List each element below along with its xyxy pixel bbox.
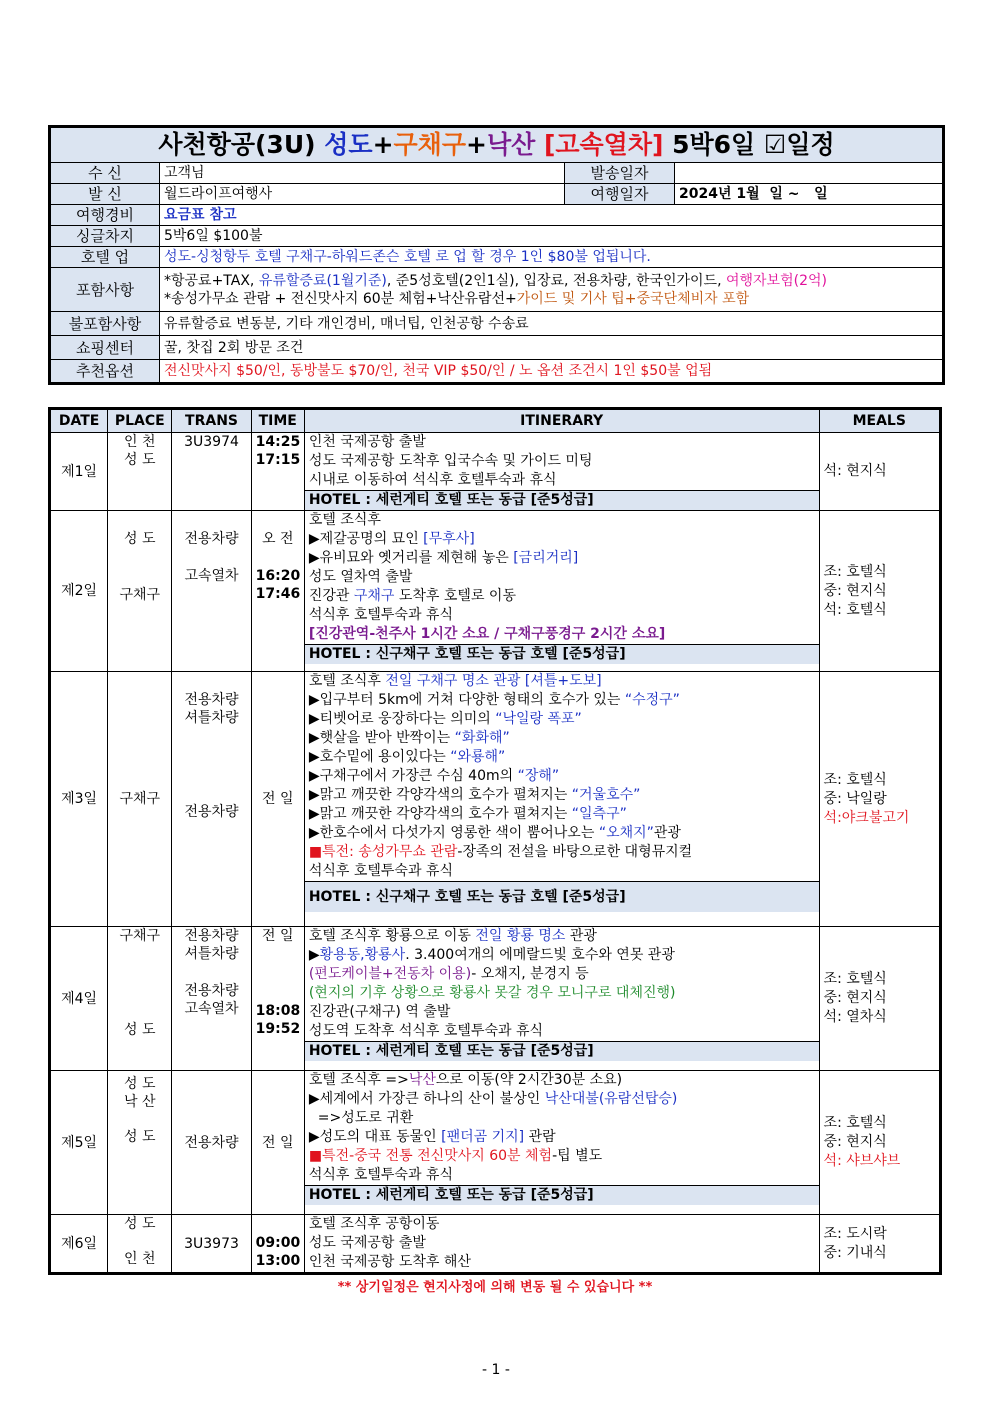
place-cell: 성 도 낙 산 성 도 bbox=[108, 1071, 172, 1215]
page-number: - 1 - bbox=[482, 1362, 510, 1378]
itinerary-cell: 인천 국제공항 출발 성도 국제공항 도착후 입국수속 및 가이드 미팅 시내로 이동하여 석식후 호텔투숙과 휴식 HOTEL : 세런게티 호텔 또는 동급 [준5성급] bbox=[304, 433, 819, 511]
title-city-jiuzhaigou: 구채구 bbox=[393, 130, 466, 159]
trans-cell: 전용차량 고속열차 bbox=[172, 511, 251, 672]
time-cell: 14:25 17:15 bbox=[251, 433, 304, 511]
header-itinerary: ITINERARY bbox=[304, 409, 819, 433]
time-cell: 09:00 13:00 bbox=[251, 1215, 304, 1274]
meals-cell: 석: 현지식 bbox=[819, 433, 940, 511]
included-label: 포함사항 bbox=[50, 268, 160, 312]
meals-cell: 조: 호텔식 중: 현지식 석: 열차식 bbox=[819, 927, 940, 1071]
single-charge-label: 싱글차지 bbox=[50, 226, 160, 247]
title-plus: + bbox=[465, 130, 487, 159]
time-cell: 전 일 bbox=[251, 1071, 304, 1215]
header-date: DATE bbox=[50, 409, 108, 433]
day-label: 제2일 bbox=[50, 511, 108, 672]
place-cell: 구채구 성 도 bbox=[108, 927, 172, 1071]
day-row-5 bbox=[50, 1071, 941, 1215]
place-cell: 성 도 구채구 bbox=[108, 511, 172, 672]
sender-value: 월드라이프여행사 bbox=[160, 184, 565, 205]
included-line-2: *송성가무쇼 관람 + 전신맛사지 60분 체험+낙산유람선+가이드 및 기사 팁+중국단체비자 포함 bbox=[164, 290, 750, 307]
single-charge-value: 5박6일 $100불 bbox=[160, 226, 944, 247]
included-line-1: *항공료+TAX, 유류할증료(1월기준), 준5성호텔(2인1실), 입장료, 전용차량, 한국인가이드, 여행자보험(2억) bbox=[164, 272, 827, 289]
excluded-label: 불포함사항 bbox=[50, 312, 160, 336]
info-table bbox=[48, 125, 945, 385]
title-airline: 사천항공(3U) bbox=[158, 130, 325, 159]
hotel-line: HOTEL : 세런게티 호텔 또는 동급 [준5성급] bbox=[305, 490, 819, 510]
schedule-change-note: ** 상기일정은 현지사정에 의해 변동 될 수 있습니다 ** bbox=[337, 1280, 653, 1295]
hotel-line: HOTEL : 신구채구 호텔 또는 동급 호텔 [준5성급] bbox=[305, 644, 819, 664]
send-date-value bbox=[675, 163, 944, 184]
time-cell: 전 일 bbox=[251, 672, 304, 927]
shopping-label: 쇼핑센터 bbox=[50, 336, 160, 360]
title-duration: 5박6일 ☑일정 bbox=[663, 130, 835, 159]
itinerary-cell: 호텔 조식후 전일 구채구 명소 관광 [셔틀+도보] ▶입구부터 5km에 거쳐 다양한 형태의 호수가 있는 “수정구” ▶티벳어로 웅장하다는 의미의 “낙일랑 폭포” ▶햇살을 받아 반짝이는 “화화해” ▶호수밑에 용이있다는 “와룡해” ▶구채구에서 가장큰 수심 40m의 “장해” ▶맑고 깨끗한 각양각색의 호수가 펼쳐지는 “거울호수” ▶맑고 깨끗한 각양각색의 호수가 펼쳐지는 “일측구” ▶한호수에서 다섯가지 영롱한 색이 뿜어나오는 “오채지”관광 ■특전: 송성가무쇼 관람-장족의 전설을 바탕으로한 대형뮤지컬 석식후 호텔투숙과 휴식 HOTEL : 신구채구 호텔 또는 동급 호텔 [준5성급] bbox=[304, 672, 819, 927]
itinerary-cell: 호텔 조식후 공항이동 성도 국제공항 출발 인천 국제공항 도착후 해산 bbox=[304, 1215, 819, 1274]
travel-date-value: 2024년 1월 일 ~ 일 bbox=[675, 184, 944, 205]
place-cell: 성 도 인 천 bbox=[108, 1215, 172, 1274]
excluded-value: 유류할증료 변동분, 기타 개인경비, 매너팁, 인천공항 수송료 bbox=[160, 312, 944, 336]
title-city-chengdu: 성도 bbox=[324, 130, 373, 159]
itinerary-cell: 호텔 조식후 ▶제갈공명의 묘인 [무후사] ▶유비묘와 옛거리를 제현해 놓은 [금리거리] 성도 열차역 출발 진강관 구채구 도착후 호텔로 이동 석식후 호텔투숙과 휴식 [진강관역-천주사 1시간 소요 / 구채구풍경구 2시간 소요] HOTEL : 신구채구 호텔 또는 동급 호텔 [준5성급] bbox=[304, 511, 819, 672]
cost-value: 요금표 참고 bbox=[160, 205, 944, 226]
place-cell: 구채구 bbox=[108, 672, 172, 927]
header-place: PLACE bbox=[108, 409, 172, 433]
hotel-upgrade-label: 호텔 업 bbox=[50, 247, 160, 268]
day-label: 제3일 bbox=[50, 672, 108, 927]
included-value bbox=[160, 268, 944, 312]
meals-cell: 조: 호텔식 중: 현지식 석: 호텔식 bbox=[819, 511, 940, 672]
day-row-4 bbox=[50, 927, 941, 1071]
trans-cell: 3U3973 bbox=[172, 1215, 251, 1274]
place-cell: 인 천 성 도 bbox=[108, 433, 172, 511]
day-row-2 bbox=[50, 511, 941, 672]
day-label: 제4일 bbox=[50, 927, 108, 1071]
send-date-label: 발송일자 bbox=[565, 163, 675, 184]
hotel-upgrade-value: 성도-싱청항두 호텔 구채구-하워드존슨 호텔 로 업 할 경우 1인 $80불 업됩니다. bbox=[160, 247, 944, 268]
meals-cell: 조: 도시락 중: 기내식 bbox=[819, 1215, 940, 1274]
page-title bbox=[50, 127, 944, 163]
shopping-value: 꿀, 찻집 2회 방문 조건 bbox=[160, 336, 944, 360]
travel-date-label: 여행일자 bbox=[565, 184, 675, 205]
itinerary-cell: 호텔 조식후 =>낙산으로 이동(약 2시간30분 소요) ▶세계에서 가장큰 하나의 산이 불상인 낙산대불(유람선탑승) =>성도로 귀환 ▶성도의 대표 동물인 [팬더곰 기지] 관람 ■특전-중국 전통 전신맛사지 60분 체험-팁 별도 석식후 호텔투숙과 휴식 HOTEL : 세런게티 호텔 또는 동급 [준5성급] bbox=[304, 1071, 819, 1215]
day-row-3 bbox=[50, 672, 941, 927]
header-meals: MEALS bbox=[819, 409, 940, 433]
trans-cell: 3U3974 bbox=[172, 433, 251, 511]
header-time: TIME bbox=[251, 409, 304, 433]
options-value: 전신맛사지 $50/인, 동방불도 $70/인, 천국 VIP $50/인 / 노 옵션 조건시 1인 $50불 업됨 bbox=[160, 360, 944, 384]
title-plus: + bbox=[372, 130, 394, 159]
day-label: 제6일 bbox=[50, 1215, 108, 1274]
hotel-line: HOTEL : 세런게티 호텔 또는 동급 [준5성급] bbox=[305, 1041, 819, 1061]
meals-cell: 조: 호텔식 중: 낙일랑 석:야크불고기 bbox=[819, 672, 940, 927]
meals-cell: 조: 호텔식 중: 현지식 석: 샤브샤브 bbox=[819, 1071, 940, 1215]
day-row-6 bbox=[50, 1215, 941, 1274]
time-cell: 전 일 18:08 19:52 bbox=[251, 927, 304, 1071]
itinerary-cell: 호텔 조식후 황룡으로 이동 전일 황룡 명소 관광 ▶황용동,황룡사. 3.400여개의 에메랄드빛 호수와 연못 관광 (편도케이블+전동차 이용)- 오채지, 분경지 등 (현지의 기후 상황으로 황룡사 못갈 경우 모니구로 대체진행) 진강관(구채구) 역 출발 성도역 도착후 석식후 호텔투숙과 휴식 HOTEL : 세런게티 호텔 또는 동급 [준5성급] bbox=[304, 927, 819, 1071]
options-label: 추천옵션 bbox=[50, 360, 160, 384]
day-label: 제1일 bbox=[50, 433, 108, 511]
cost-label: 여행경비 bbox=[50, 205, 160, 226]
trans-cell: 전용차량 셔틀차량 전용차량 bbox=[172, 672, 251, 927]
recipient-value: 고객님 bbox=[160, 163, 565, 184]
time-cell: 오 전 16:20 17:46 bbox=[251, 511, 304, 672]
sender-label: 발 신 bbox=[50, 184, 160, 205]
trans-cell: 전용차량 셔틀차량 전용차량 고속열차 bbox=[172, 927, 251, 1071]
hotel-line: HOTEL : 세런게티 호텔 또는 동급 [준5성급] bbox=[305, 1185, 819, 1205]
hotel-line: HOTEL : 신구채구 호텔 또는 동급 호텔 [준5성급] bbox=[305, 881, 819, 912]
day-row-1 bbox=[50, 433, 941, 511]
itinerary-table bbox=[48, 407, 942, 1275]
title-train: [고속열차] bbox=[535, 130, 664, 159]
day-label: 제5일 bbox=[50, 1071, 108, 1215]
header-trans: TRANS bbox=[172, 409, 251, 433]
title-city-leshan: 낙산 bbox=[486, 130, 536, 159]
recipient-label: 수 신 bbox=[50, 163, 160, 184]
trans-cell: 전용차량 bbox=[172, 1071, 251, 1215]
